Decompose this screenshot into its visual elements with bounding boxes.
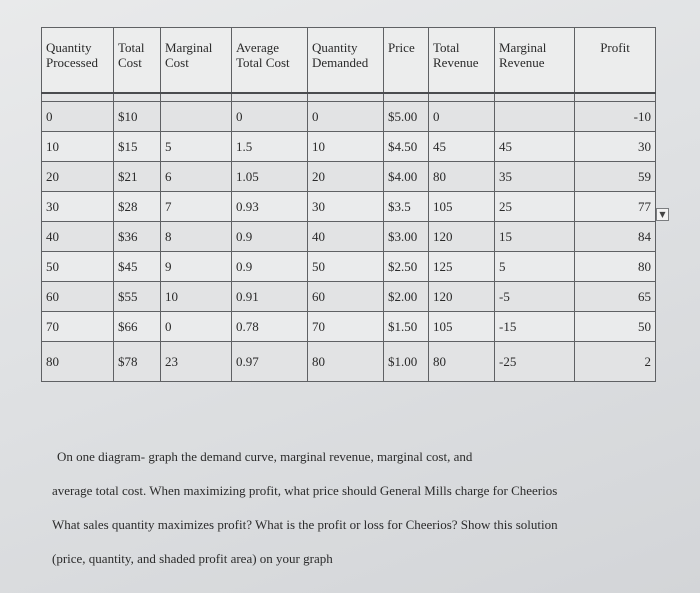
spacer-cell xyxy=(384,93,429,102)
cell-marginal-revenue: -5 xyxy=(495,282,575,312)
chevron-down-icon[interactable]: ▼ xyxy=(656,208,669,221)
cell-average-total-cost: 1.05 xyxy=(232,162,308,192)
cell-price: $1.00 xyxy=(384,342,429,382)
spacer-cell xyxy=(42,93,114,102)
cell-price: $1.50 xyxy=(384,312,429,342)
cell-average-total-cost: 0.93 xyxy=(232,192,308,222)
question-line-4: (price, quantity, and shaded profit area) on your graph xyxy=(52,551,333,566)
cell-marginal-cost: 6 xyxy=(161,162,232,192)
cell-total-cost: $45 xyxy=(114,252,161,282)
question-line-3: What sales quantity maximizes profit? What is the profit or loss for Cheerios? Show this solution xyxy=(52,517,558,532)
cell-quantity-demanded: 40 xyxy=(308,222,384,252)
cell-average-total-cost: 0.9 xyxy=(232,222,308,252)
cell-profit: 84 xyxy=(575,222,656,252)
cell-total-revenue: 120 xyxy=(429,222,495,252)
cell-marginal-cost: 10 xyxy=(161,282,232,312)
spacer-cell xyxy=(429,93,495,102)
cell-profit: -10 xyxy=(575,102,656,132)
cell-total-revenue: 125 xyxy=(429,252,495,282)
cell-total-revenue: 120 xyxy=(429,282,495,312)
table-row xyxy=(42,342,656,382)
spacer-cell xyxy=(232,93,308,102)
cell-total-cost: $66 xyxy=(114,312,161,342)
cell-profit: 2 xyxy=(575,342,656,382)
cell-total-cost: $36 xyxy=(114,222,161,252)
cell-quantity-demanded: 0 xyxy=(308,102,384,132)
header-marginal-cost: Marginal Cost xyxy=(161,28,232,94)
cell-marginal-revenue: 25 xyxy=(495,192,575,222)
cell-quantity-demanded: 10 xyxy=(308,132,384,162)
cell-marginal-cost: 5 xyxy=(161,132,232,162)
cell-quantity-processed: 40 xyxy=(42,222,114,252)
cell-quantity-processed: 20 xyxy=(42,162,114,192)
cell-total-revenue: 45 xyxy=(429,132,495,162)
header-average-total-cost: Average Total Cost xyxy=(232,28,308,94)
cell-marginal-cost xyxy=(161,102,232,132)
cell-marginal-cost: 23 xyxy=(161,342,232,382)
header-profit: Profit xyxy=(575,28,656,94)
question-text xyxy=(52,440,662,576)
cell-total-revenue: 80 xyxy=(429,162,495,192)
cell-quantity-processed: 60 xyxy=(42,282,114,312)
cell-quantity-processed: 30 xyxy=(42,192,114,222)
cell-profit: 59 xyxy=(575,162,656,192)
cell-quantity-demanded: 30 xyxy=(308,192,384,222)
cell-average-total-cost: 1.5 xyxy=(232,132,308,162)
header-price: Price xyxy=(384,28,429,94)
cell-total-cost: $10 xyxy=(114,102,161,132)
header-quantity-processed: Quantity Processed xyxy=(42,28,114,94)
cell-profit: 50 xyxy=(575,312,656,342)
table-row xyxy=(42,102,656,132)
cell-total-cost: $15 xyxy=(114,132,161,162)
cell-marginal-revenue: 45 xyxy=(495,132,575,162)
cell-quantity-demanded: 70 xyxy=(308,312,384,342)
table-row xyxy=(42,192,656,222)
spacer-cell xyxy=(161,93,232,102)
table-row xyxy=(42,222,656,252)
cell-quantity-processed: 50 xyxy=(42,252,114,282)
table-row xyxy=(42,132,656,162)
cell-profit: 80 xyxy=(575,252,656,282)
cell-profit: 77 xyxy=(575,192,656,222)
cell-marginal-revenue: -15 xyxy=(495,312,575,342)
cell-profit: 30 xyxy=(575,132,656,162)
cell-quantity-demanded: 50 xyxy=(308,252,384,282)
cell-marginal-revenue xyxy=(495,102,575,132)
cell-marginal-revenue: -25 xyxy=(495,342,575,382)
cell-total-revenue: 105 xyxy=(429,312,495,342)
cell-quantity-processed: 80 xyxy=(42,342,114,382)
cell-average-total-cost: 0 xyxy=(232,102,308,132)
cell-quantity-processed: 0 xyxy=(42,102,114,132)
cost-revenue-table xyxy=(41,27,656,382)
header-marginal-revenue: Marginal Revenue xyxy=(495,28,575,94)
cell-price: $3.5 xyxy=(384,192,429,222)
cost-revenue-table-wrapper xyxy=(41,27,666,374)
cell-total-cost: $55 xyxy=(114,282,161,312)
cell-quantity-processed: 10 xyxy=(42,132,114,162)
cell-average-total-cost: 0.97 xyxy=(232,342,308,382)
cell-total-revenue: 0 xyxy=(429,102,495,132)
cell-marginal-revenue: 15 xyxy=(495,222,575,252)
cell-total-revenue: 105 xyxy=(429,192,495,222)
spacer-cell xyxy=(308,93,384,102)
cell-price: $2.50 xyxy=(384,252,429,282)
cell-quantity-demanded: 20 xyxy=(308,162,384,192)
spacer-cell xyxy=(575,93,656,102)
cell-quantity-demanded: 60 xyxy=(308,282,384,312)
spacer-cell xyxy=(495,93,575,102)
header-total-revenue: Total Revenue xyxy=(429,28,495,94)
header-quantity-demanded: Quantity Demanded xyxy=(308,28,384,94)
cell-total-cost: $21 xyxy=(114,162,161,192)
cell-marginal-cost: 8 xyxy=(161,222,232,252)
cell-price: $4.00 xyxy=(384,162,429,192)
cell-marginal-cost: 7 xyxy=(161,192,232,222)
cell-price: $2.00 xyxy=(384,282,429,312)
cell-price: $4.50 xyxy=(384,132,429,162)
cell-profit: 65 xyxy=(575,282,656,312)
table-header-row xyxy=(42,28,656,94)
cell-price: $3.00 xyxy=(384,222,429,252)
cell-marginal-cost: 0 xyxy=(161,312,232,342)
cell-average-total-cost: 0.91 xyxy=(232,282,308,312)
cell-marginal-revenue: 35 xyxy=(495,162,575,192)
cell-marginal-revenue: 5 xyxy=(495,252,575,282)
header-total-cost: Total Cost xyxy=(114,28,161,94)
cell-total-cost: $28 xyxy=(114,192,161,222)
question-line-2: average total cost. When maximizing profit, what price should General Mills charge for Cheerios xyxy=(52,483,558,498)
cell-price: $5.00 xyxy=(384,102,429,132)
table-body xyxy=(42,93,656,382)
cell-average-total-cost: 0.9 xyxy=(232,252,308,282)
table-row xyxy=(42,162,656,192)
cell-total-revenue: 80 xyxy=(429,342,495,382)
cell-marginal-cost: 9 xyxy=(161,252,232,282)
cell-quantity-demanded: 80 xyxy=(308,342,384,382)
spacer-cell xyxy=(114,93,161,102)
cell-average-total-cost: 0.78 xyxy=(232,312,308,342)
question-line-1: On one diagram- graph the demand curve, marginal revenue, marginal cost, and xyxy=(57,449,473,464)
table-row xyxy=(42,282,656,312)
table-row xyxy=(42,252,656,282)
table-spacer-row xyxy=(42,93,656,102)
cell-quantity-processed: 70 xyxy=(42,312,114,342)
table-row xyxy=(42,312,656,342)
cell-total-cost: $78 xyxy=(114,342,161,382)
